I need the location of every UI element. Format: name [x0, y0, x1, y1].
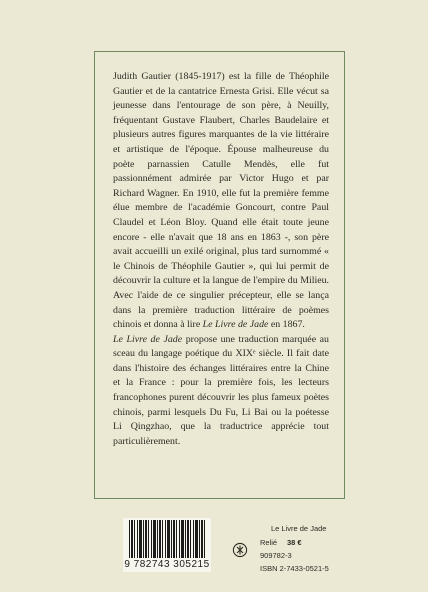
barcode-digits: 9 782743 305215 — [124, 559, 210, 570]
price-label: 38 € — [287, 538, 302, 547]
barcode — [123, 518, 211, 572]
book-title-inline: Le Livre de Jade — [202, 319, 269, 331]
reference-number: 909782-3 — [260, 551, 292, 560]
barcode-bars — [129, 520, 207, 558]
biography-after-title: en 1867. — [268, 319, 305, 331]
isbn-label: ISBN 2-7433-0521-5 — [260, 564, 329, 573]
publisher-seal-icon — [232, 542, 248, 558]
book-description: propose une traduction marquée au sceau du langage poétique du XIXᵉ siècle. Il fait date dans l'histoire des échanges littéraires entre la Chine et la France : pour la première fois, les lecteurs francophones purent découvrir les plus fameux poètes chinois, parmi lesquels Du Fu, Li Bai ou la poétesse Li Qingzhao, que la traductrice apprécie tout particulièrement. — [113, 333, 329, 447]
binding-label: Relié — [260, 538, 278, 547]
book-title-label: Le Livre de Jade — [271, 524, 327, 533]
book-title-lead: Le Livre de Jade — [113, 333, 183, 345]
biography-text: Judith Gautier (1845-1917) est la fille de Théophile Gautier et de la cantatrice Ernesta Grisi. Elle vécut sa jeunesse dans l'entourage de son père, à Neuilly, fréquentant Gustave Flaubert, Charles Baudelaire et plusieurs autres figures marquantes de la vie littéraire et artistique de l'époque. Épouse malheureuse du poète parnassien Catulle Mendès, elle fut passionnément admirée par Victor Hugo et par Richard Wagner. En 1910, elle fut la première femme élue membre de l'académie Goncourt, contre Paul Claudel et Léon Bloy. Quand elle était toute jeune encore - elle n'avait que 18 ans en 1863 -, son père avait accueilli un exilé original, plus tard surnommé « le Chinois de Théophile Gautier », qui lui permit de découvrir la culture et la langue de l'empire du Milieu. Avec l'aide de ce singulier précepteur, elle se lança dans la première traduction littéraire de poèmes chinois et donna à lire — [113, 71, 329, 331]
back-cover-text — [113, 70, 329, 449]
